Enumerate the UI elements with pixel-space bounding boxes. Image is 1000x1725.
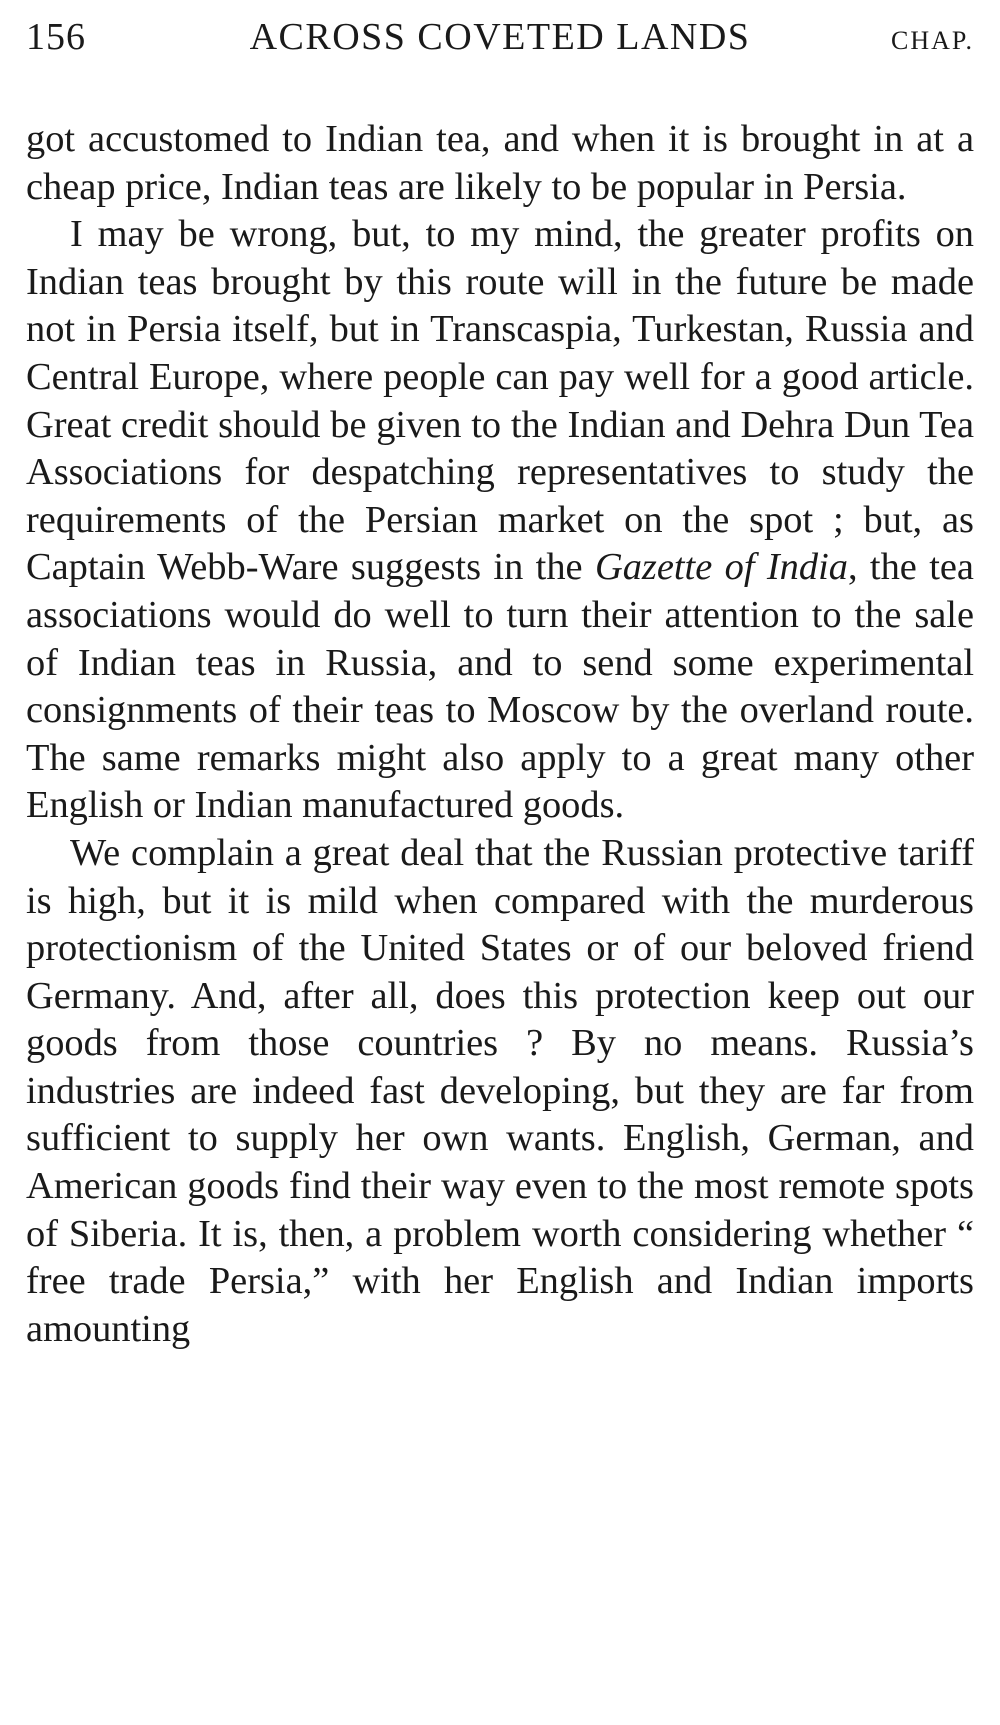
paragraph-text: We complain a great deal that the Russian protective tariff is high, but it is mild when compared with the murderous protectionism of the United States or of our beloved friend Germany. And, after all, does this protection keep out our goods from those countries ? By no means. Russia’s industries are indeed fast developing, but they are far from sufficient to supply her own wants. English, German, and American goods find their way even to the most remote spots of Siberia. It is, then, a problem worth considering whether “ free trade Persia,” with her English and Indian imports amounting — [26, 831, 974, 1350]
paragraph-text-part: I may be wrong, but, to my mind, the greater profits on Indian teas brought by this route will in the future be made not in Persia itself, but in Transcaspia, Turkestan, Russia and Central Europe, where people can pay well for a good article. Great credit should be given to the Indian and Dehra Dun Tea Associations for despatching representatives to study the requirements of the Persian market on the spot ; but, as Captain Webb-Ware suggests in the — [26, 213, 974, 589]
paragraph-text-part: , the tea associations would do well to turn their attention to the sale of Indian teas in Russia, and to send some experimental consignments of their teas to Moscow by the overland route. The same remarks might also apply to a great many other English or Indian manufactured goods. — [26, 546, 974, 827]
running-header — [26, 12, 974, 62]
page-number: 156 — [26, 16, 86, 58]
body-text — [26, 116, 974, 1353]
chapter-mark: CHAP. — [891, 26, 974, 55]
italic-publication-title: Gazette of India — [594, 546, 848, 589]
paragraph-text: got accustomed to Indian tea, and when it is brought in at a cheap price, Indian teas are likely to be popular in Persia. — [26, 118, 974, 208]
paragraph-protective-tariff — [26, 830, 974, 1354]
paragraph-continued — [26, 116, 974, 211]
paragraph-tea-associations — [26, 211, 974, 830]
book-page — [26, 12, 974, 1353]
running-title: ACROSS COVETED LANDS — [249, 16, 751, 58]
